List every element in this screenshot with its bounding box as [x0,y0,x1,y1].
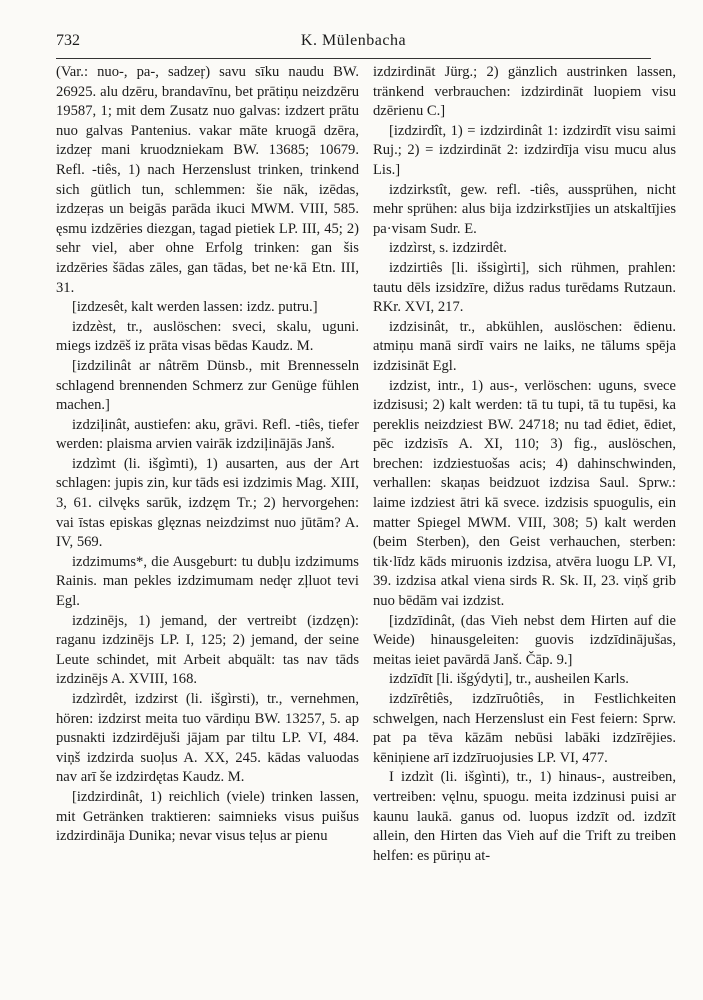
entry-paragraph: izdzirdināt Jürg.; 2) gänzlich austrinken lassen, tränkend verbrauchen: izdzirdināt luopiem visu dzērienu C.] [373,64,676,120]
entry-paragraph: [izdzesêt, kalt werden lassen: izdz. putru.] [72,299,318,316]
entry-paragraph: I izdzìt (li. išgìnti), tr., 1) hinaus-, austreiben, vertreiben: vęlnu, spuogu. meita izdzinusi puisi ar kaunu laukā. ganus od. luopus izdzīt od. izdzīt allein, den Hirten das Vieh auf die Trift zu treiben helfen: es pūriņu at- [373,769,676,864]
entry-paragraph: [izdzirdît, 1) = izdzirdinât 1: izdzirdīt visu saimi Ruj.; 2) = izdzirdināt 2: izdzirdīja visu mucu alus Lis.] [373,122,676,178]
entry-paragraph: izdzisinât, tr., abkühlen, auslöschen: ēdienu. atmiņu manā sirdī vairs ne laiks, ne tālums spēja izdzisināt Egl. [373,318,676,374]
entry-paragraph: [izdzirdinât, 1) reichlich (viele) trinken lassen, mit Getränken traktieren: saimnieks visus puišus izdzirdināja Dunika; nevar visus teļus ar pienu [56,788,359,845]
running-head-author: K. Mülenbacha [300,32,407,49]
right-column [373,63,676,991]
entry-paragraph: izdzīdīt [li. išgýdyti], tr., ausheilen Karls. [389,671,629,688]
entry-paragraph: (Var.: nuo-, pa-, sadzeŗ) savu sīku naudu BW. 26925. alu dzēru, brandavīnu, bet prātiņu neizdzēru 19587, 1; mit dem Zusatz nuo galvas: izdzert prātu nuo galvas Pantenius. vakar māte kruogā dzēra, izdzeŗ mani kruodzniekam BW. 13685; 10679. Refl. -tiês, 1) nach Herzenslust trinken, trinkend sich gütlich tun, schlemmen: šie nāk, izēdas, izdzeŗas un beigās parāda ikuci MWM. VIII, 585. ęsmu izdzēries diezgan, tagad pietiek LP. III, 45; 2) sehr viel, aber ohne Erfolg trinken: gan šis izdzēries šādas zāles, gan tādas, bet ne·kā Etn. III, 31. [56,64,359,296]
left-column [56,63,359,991]
entry-paragraph: izdzirkstît, gew. refl. -tiês, aussprühen, nicht mehr sprühen: alus bija izdzirkstījies un atskaltījies pa·visam Sudr. E. [373,181,676,237]
entry-paragraph: [izdzīdinât, (das Vieh nebst dem Hirten auf die Weide) hinausgeleiten: guovis izdzīdinājušas, meitas ieiet pavārdā Janš. Čāp. 9.] [373,612,676,668]
entry-paragraph: [izdzilinât ar nâtrēm Dünsb., mit Brennesseln schlagend brennenden Schmerz zur Genüge fühlen machen.] [56,357,359,414]
page-header [56,32,651,56]
entry-paragraph: izdzèst, tr., auslöschen: sveci, skalu, uguni. miegs izdzēš iz prāta visas bēdas Kaudz. M. [56,318,359,355]
entry-paragraph: izdzìrst, s. izdzirdêt. [389,240,507,257]
entry-paragraph: izdzìrdêt, izdzirst (li. išgìrsti), tr., vernehmen, hören: izdzirst meita tuo vārdiņu BW. 13257, 5. ap pusnakti izdzirdējuši jājam par tiltu LP. VI, 484. viņš izdzirda suoļus A. XX, 245. kādas valuodas nav arī še izdzirdętas Kaudz. M. [56,691,359,786]
entry-paragraph: izdzist, intr., 1) aus-, verlöschen: uguns, svece izdzisusi; 2) kalt werden: tā tu tupi, tā tu tupēsi, ka pereklis neizdziest BW. 24718; nu tad ēdiet, ēdiet, pēc izdzisīs A. XI, 110; 3) fig., auslöschen, brechen: izdziestuošas acis; 4) dahinschwinden, verhallen: skaņas beidzuot izdzisa Saul. Sprw.: laime izdziest ātri kā svece. izdzisis spuogulis, ein matter Spiegel MWM. VIII, 308; 5) kalt werden (beim Sterben), den Geist verhauchen, sterben: tik·līdz kāds miruonis izdzisa, atvēra luogu LP. VI, 39. izdzisa atkal viena sirds R. Sk. II, 23. viņš grib nuo bēdām vai izdzist. [373,377,676,610]
entry-paragraph: izdziļinât, austiefen: aku, grāvi. Refl. -tiês, tiefer werden: plaisma arvien vairāk izdziļinājās Janš. [56,416,359,453]
entry-paragraph: izdzīrêtiês, izdzīruôtiês, in Festlichkeiten schwelgen, nach Herzenslust ein Fest feiern: Sprw. pat pa tēva kāzām nebūsi labāki izdzīrējies. kēniņiene arī izdzīruojusies LP. VI, 477. [373,691,676,766]
entry-paragraph: izdzinējs, 1) jemand, der vertreibt (izdzęn): raganu izdzinējs LP. I, 125; 2) jemand, der seine Leute schindet, mit Arbeit abquält: tas nav tāds izdzinējs A. XVIII, 168. [56,612,359,688]
entry-paragraph: izdzirtiês [li. išsigìrti], sich rühmen, prahlen: tautu dēls izsidzīre, dižus radus turēdams Rutzaun. RKr. XVI, 217. [373,259,676,316]
entry-paragraph: izdzimums*, die Ausgeburt: tu dubļu izdzimums Rainis. man pekles izdzimumam nedęr zļluot tevi Egl. [56,553,359,610]
header-rule [56,58,651,59]
page-number: 732 [56,32,80,49]
entry-paragraph: izdzìmt (li. išgìmti), 1) ausarten, aus der Art schlagen: jupis zin, kur tāds esi izdzimis Mag. XIII, 3, 61. cilvęks sarūk, izdzęm Tr.; 2) hervorgehen: vai īstas episkas glęznas neizdzimst nuo jūtām? A. IV, 569. [56,455,359,551]
